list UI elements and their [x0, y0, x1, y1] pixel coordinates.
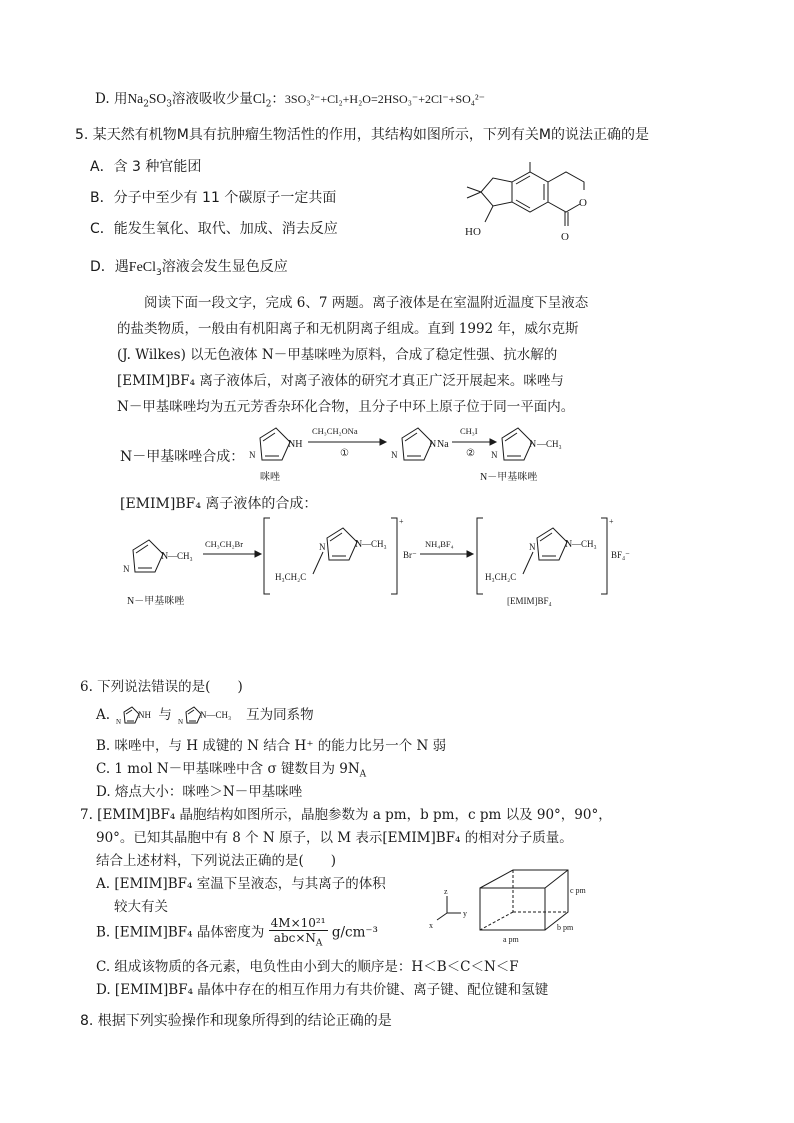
- unit-cell-figure: [425, 858, 595, 946]
- a-pm-label: a pm: [503, 935, 519, 944]
- svg-text:N: N: [116, 717, 122, 726]
- svg-text:+: +: [399, 517, 404, 526]
- q6-option-b: B. 咪唑中，与 H 成键的 N 结合 H⁺ 的能力比另一个 N 弱: [96, 738, 447, 754]
- svg-text:N: N: [123, 564, 130, 574]
- mol-carbonyl-oxygen: O: [561, 231, 569, 243]
- q6-option-c: C. 1 mol N－甲基咪唑中含 σ 键数目为 $9N_A$: [96, 761, 367, 780]
- scheme2-start-label: N－甲基咪唑: [127, 596, 185, 607]
- svg-text:y: y: [463, 909, 467, 918]
- svg-text:NH: NH: [288, 439, 303, 450]
- svg-text:—CH₃: —CH₃: [362, 539, 387, 549]
- reading-line-5: N－甲基咪唑均为五元芳香杂环化合物，且分子中环上原子位于同一平面内。: [117, 399, 575, 415]
- svg-text:BF₄⁻: BF₄⁻: [611, 550, 630, 560]
- scheme2-reagent-2: NH₄BF₄: [425, 539, 454, 549]
- svg-text:—CH₃: —CH₃: [168, 551, 193, 561]
- q6-stem: 6. 下列说法错误的是( ): [80, 679, 243, 695]
- reading-line-3: (J. Wilkes) 以无色液体 N－甲基咪唑为原料，合成了稳定性强、抗水解的: [117, 347, 558, 363]
- svg-text:+: +: [609, 517, 614, 526]
- q5-option-b: B．分子中至少有 11 个碳原子一定共面: [90, 190, 337, 206]
- reading-line-1: 阅读下面一段文字，完成 6、7 两题。离子液体是在室温附近温度下呈液态: [144, 295, 589, 311]
- q5-option-a: A．含 3 种官能团: [90, 159, 202, 175]
- q7-line-3: 结合上述材料，下列说法正确的是( ): [96, 853, 337, 869]
- q7-option-a-line-1: A. [EMIM]BF₄ 室温下呈液态，与其离子的体积: [96, 876, 386, 892]
- svg-text:N: N: [391, 450, 398, 460]
- q6-imidazole-icon: [114, 704, 158, 728]
- scheme2-diagram: [115, 514, 635, 614]
- svg-text:Na: Na: [437, 439, 449, 450]
- b-pm-label: b pm: [557, 923, 574, 932]
- svg-text:—CH₃: —CH₃: [572, 539, 597, 549]
- q7-option-a-line-2: 较大有关: [114, 899, 168, 915]
- scheme1-reagent-1: CH₃CH₂ONa: [312, 426, 358, 436]
- q4-equation: 3SO₃²⁻+Cl₂+H₂O=2HSO₃⁻+2Cl⁻+SO₄²⁻: [284, 92, 485, 106]
- svg-text:N: N: [178, 717, 184, 726]
- q6-option-a: A. N NH 与 N N—CH₃ 互为同系物: [96, 703, 314, 728]
- density-fraction: $\frac{\text{4M×10²¹}}{abc\times N_A}$: [270, 916, 326, 949]
- svg-text:N: N: [429, 439, 437, 450]
- svg-text:N: N: [529, 439, 537, 450]
- svg-text:N: N: [565, 539, 573, 550]
- svg-text:N: N: [491, 450, 498, 460]
- svg-text:x: x: [429, 921, 433, 930]
- svg-text:H₃CH₂C: H₃CH₂C: [275, 572, 307, 582]
- q4-option-d: D. 用$Na_2SO_3$溶液吸收少量$Cl_2$：3SO₃²⁻+Cl₂+H₂O=2HSO₃⁻+2Cl⁻+SO₄²⁻: [95, 91, 485, 110]
- emim-bf4-label: [EMIM]BF₄: [507, 596, 552, 606]
- scheme2-reagent-1: CH₃CH₂Br: [205, 539, 244, 549]
- c-pm-label: c pm: [570, 886, 586, 895]
- reading-line-4: [EMIM]BF₄ 离子液体后，对离子液体的研究才真正广泛开展起来。咪唑与: [117, 373, 564, 389]
- svg-text:N—CH₃: N—CH₃: [200, 709, 232, 720]
- q5-option-c: C．能发生氧化、取代、加成、消去反应: [90, 221, 338, 237]
- svg-text:②: ②: [466, 448, 475, 459]
- n-methylimidazole-label: N－甲基咪唑: [480, 472, 538, 483]
- mol-ho-label: HO: [465, 226, 481, 238]
- svg-text:N: N: [355, 539, 363, 550]
- q6-option-d: D. 熔点大小：咪唑＞N－甲基咪唑: [96, 784, 303, 800]
- molecule-m-structure: [455, 160, 605, 245]
- mol-ring-oxygen: O: [579, 197, 587, 209]
- q8-stem: 8. 根据下列实验操作和现象所得到的结论正确的是: [80, 1013, 392, 1029]
- scheme2-title: [EMIM]BF₄ 离子液体的合成：: [120, 496, 318, 512]
- svg-text:N: N: [529, 542, 536, 552]
- q7-option-c: C. 组成该物质的各元素，电负性由小到大的顺序是：H＜B＜C＜N＜F: [96, 959, 519, 975]
- reading-line-2: 的盐类物质，一般由有机阳离子和无机阴离子组成。直到 1992 年，威尔克斯: [117, 321, 579, 337]
- svg-text:NH: NH: [138, 709, 152, 720]
- scheme1-diagram: [240, 420, 610, 486]
- q7-line-2: 90°。已知其晶胞中有 8 个 N 原子，以 M 表示[EMIM]BF₄ 的相对分子质量。: [96, 830, 573, 846]
- svg-text:N: N: [319, 542, 326, 552]
- scheme1-title: N－甲基咪唑合成：: [120, 449, 245, 465]
- imidazole-label: 咪唑: [260, 472, 280, 483]
- svg-text:N: N: [249, 450, 256, 460]
- q5-option-d: D．遇FeCl$_3$溶液会发生显色反应: [90, 259, 288, 278]
- q7-line-1: 7. [EMIM]BF₄ 晶胞结构如图所示，晶胞参数为 a pm，b pm，c pm 以及 90°，90°，: [80, 807, 612, 823]
- q7-option-b: B. [EMIM]BF₄ 晶体密度为 $\frac{\text{4M×10²¹}}{abc\times N_A}$ g/cm⁻³: [96, 916, 378, 949]
- q7-option-d: D. [EMIM]BF₄ 晶体中存在的相互作用力有共价键、离子键、配位键和氢键: [96, 982, 549, 998]
- q5-stem: 5. 某天然有机物M具有抗肿瘤生物活性的作用，其结构如图所示，下列有关M的说法正确的是: [75, 127, 649, 143]
- svg-text:Br⁻: Br⁻: [403, 550, 417, 560]
- svg-text:N: N: [161, 551, 169, 562]
- q6-n-methylimidazole-icon: [176, 704, 246, 728]
- svg-text:—CH₃: —CH₃: [537, 439, 562, 449]
- svg-text:z: z: [444, 887, 448, 896]
- scheme1-reagent-2: CH₃I: [460, 426, 478, 436]
- svg-text:①: ①: [340, 448, 349, 459]
- svg-text:H₃CH₂C: H₃CH₂C: [485, 572, 517, 582]
